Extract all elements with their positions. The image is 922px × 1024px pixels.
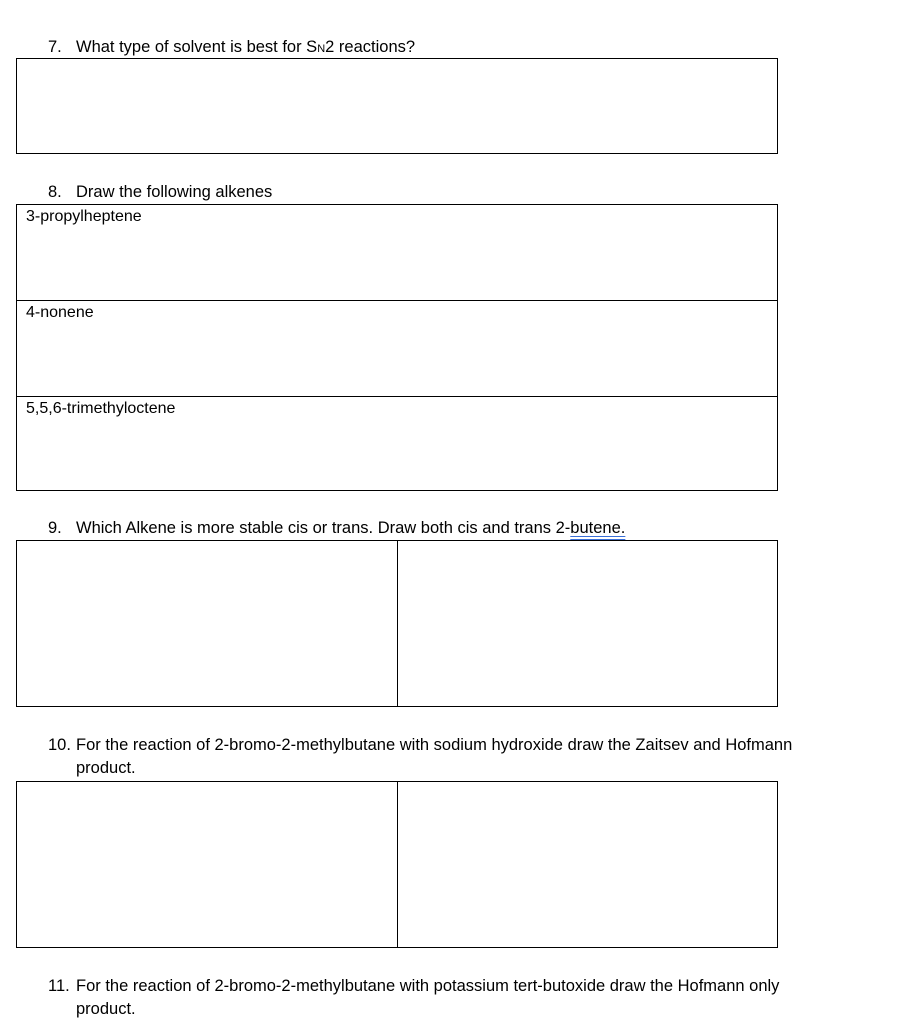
- table-divider: [397, 541, 398, 706]
- alkene-label-5-5-6-trimethyloctene: 5,5,6-trimethyloctene: [26, 400, 176, 417]
- answer-box-7[interactable]: [16, 58, 778, 154]
- question-7-number: 7.: [48, 38, 62, 56]
- table-divider: [17, 300, 777, 301]
- question-8-number: 8.: [48, 183, 62, 201]
- answer-table-9: [16, 540, 778, 707]
- question-11-line-2: product.: [76, 1000, 136, 1018]
- question-11-line-1: For the reaction of 2-bromo-2-methylbutane with potassium tert-butoxide draw the Hofmann only: [76, 977, 780, 995]
- answer-table-10: [16, 781, 778, 948]
- alkene-label-4-nonene: 4-nonene: [26, 304, 94, 321]
- question-10: [48, 734, 792, 780]
- question-9-text: Which Alkene is more stable cis or trans. Draw both cis and trans 2-butene.: [76, 519, 626, 537]
- question-8: [48, 181, 272, 204]
- question-11-number: 11.: [48, 977, 70, 995]
- question-9: [48, 517, 625, 540]
- question-10-number: 10.: [48, 736, 71, 754]
- alkene-label-3-propylheptene: 3-propylheptene: [26, 208, 142, 225]
- question-10-line-1: For the reaction of 2-bromo-2-methylbutane with sodium hydroxide draw the Zaitsev and Hofmann: [76, 736, 793, 754]
- spellcheck-flagged-word: butene.: [570, 519, 626, 537]
- table-divider: [397, 782, 398, 947]
- table-divider: [17, 396, 777, 397]
- question-7-text: What type of solvent is best for SN2 reactions?: [76, 38, 416, 56]
- question-11: [48, 975, 779, 1021]
- answer-table-8: [16, 204, 778, 491]
- question-9-number: 9.: [48, 519, 62, 537]
- question-8-text: Draw the following alkenes: [76, 183, 273, 201]
- question-10-line-2: product.: [76, 759, 136, 777]
